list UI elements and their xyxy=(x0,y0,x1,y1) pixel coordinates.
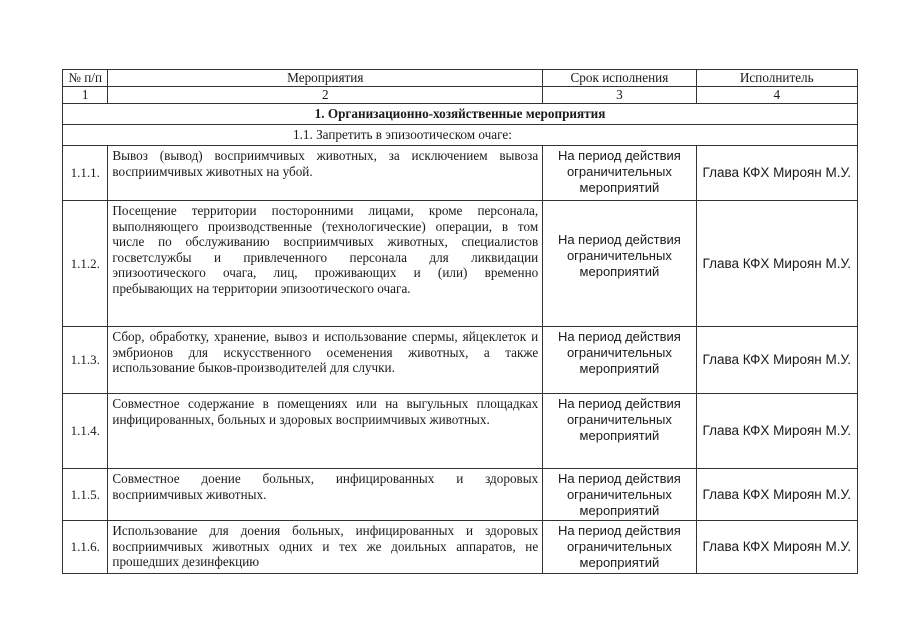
row-activity: Использование для доения больных, инфицированных и здоровых восприимчивых животных одних и тех же доильных аппаратов, не прошедших дезинфекцию xyxy=(108,521,543,574)
row-term: На период действия ограничительных мероприятий xyxy=(543,201,696,327)
column-index: 3 xyxy=(543,87,696,104)
row-term: На период действия ограничительных мероприятий xyxy=(543,469,696,521)
row-executor: Глава КФХ Мироян М.У. xyxy=(696,201,857,327)
row-number: 1.1.4. xyxy=(63,394,108,469)
subsection-title: 1.1. Запретить в эпизоотическом очаге: xyxy=(63,125,858,146)
row-number: 1.1.3. xyxy=(63,327,108,394)
row-term: На период действия ограничительных мероприятий xyxy=(543,521,696,574)
column-index: 4 xyxy=(696,87,857,104)
row-executor: Глава КФХ Мироян М.У. xyxy=(696,469,857,521)
column-index-row xyxy=(63,87,858,104)
table-row xyxy=(63,469,858,521)
row-activity: Вывоз (вывод) восприимчивых животных, за исключением вывоза восприимчивых животных на убой. xyxy=(108,146,543,201)
row-activity: Совместное содержание в помещениях или на выгульных площадках инфицированных, больных и здоровых восприимчивых животных. xyxy=(108,394,543,469)
row-activity: Посещение территории посторонними лицами, кроме персонала, выполняющего производственные (технологические) операции, в том числе по обслуживанию восприимчивых животных, специалистов госветслужбы и привлеченного персонала для ликвидации эпизоотического очага, лиц, проживающих и (или) временно пребывающих на территории эпизоотического очага. xyxy=(108,201,543,327)
row-executor: Глава КФХ Мироян М.У. xyxy=(696,521,857,574)
row-term: На период действия ограничительных мероприятий xyxy=(543,146,696,201)
header-executor: Исполнитель xyxy=(696,70,857,87)
row-executor: Глава КФХ Мироян М.У. xyxy=(696,327,857,394)
row-executor: Глава КФХ Мироян М.У. xyxy=(696,146,857,201)
column-index: 2 xyxy=(108,87,543,104)
header-activity: Мероприятия xyxy=(108,70,543,87)
table-row xyxy=(63,521,858,574)
table-row xyxy=(63,201,858,327)
row-number: 1.1.2. xyxy=(63,201,108,327)
table-row xyxy=(63,327,858,394)
row-number: 1.1.6. xyxy=(63,521,108,574)
row-activity: Совместное доение больных, инфицированных и здоровых восприимчивых животных. xyxy=(108,469,543,521)
row-executor: Глава КФХ Мироян М.У. xyxy=(696,394,857,469)
header-num: № п/п xyxy=(63,70,108,87)
subsection-row xyxy=(63,125,858,146)
table-header-row xyxy=(63,70,858,87)
measures-table xyxy=(62,69,858,574)
row-activity: Сбор, обработку, хранение, вывоз и использование спермы, яйцеклеток и эмбрионов для искусственного осеменения животных, а также использование быков-производителей для случки. xyxy=(108,327,543,394)
section-title: 1. Организационно-хозяйственные мероприятия xyxy=(63,104,858,125)
row-number: 1.1.1. xyxy=(63,146,108,201)
row-term: На период действия ограничительных мероприятий xyxy=(543,327,696,394)
row-term: На период действия ограничительных мероприятий xyxy=(543,394,696,469)
row-number: 1.1.5. xyxy=(63,469,108,521)
table-row xyxy=(63,394,858,469)
header-term: Срок исполнения xyxy=(543,70,696,87)
section-row xyxy=(63,104,858,125)
column-index: 1 xyxy=(63,87,108,104)
table-row xyxy=(63,146,858,201)
